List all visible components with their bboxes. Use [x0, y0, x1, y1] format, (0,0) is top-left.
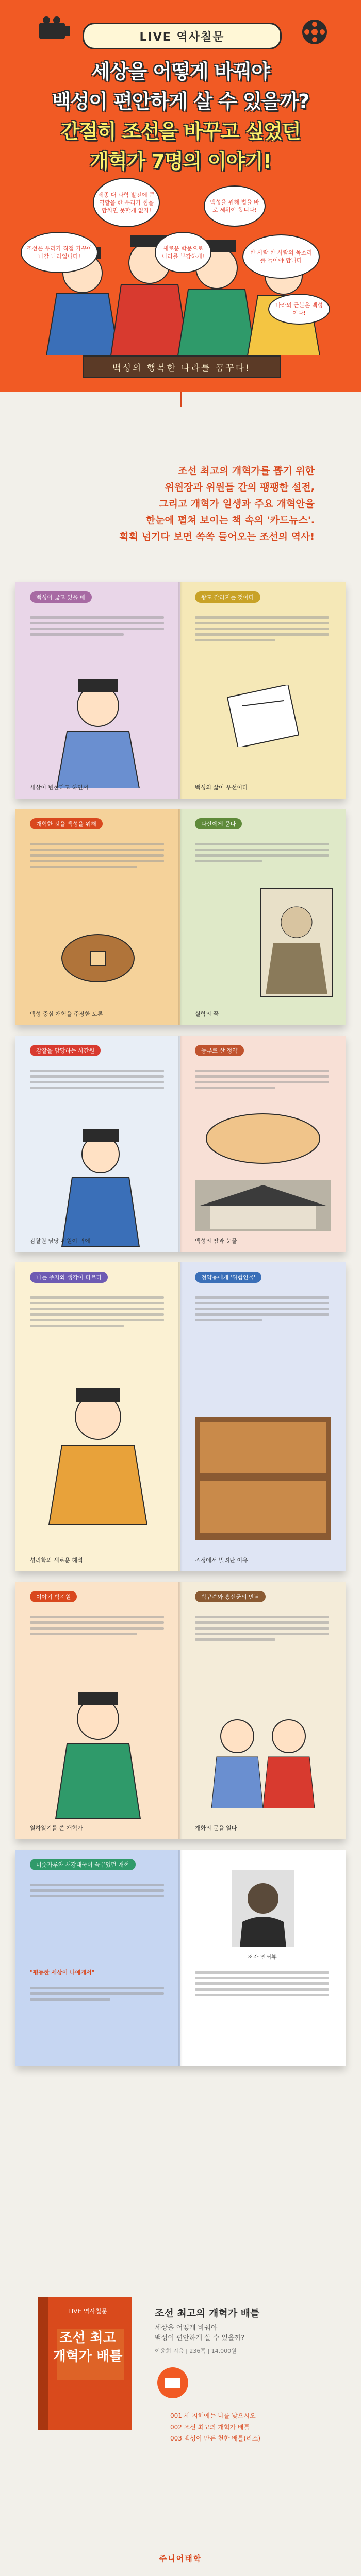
series-logo-icon: [155, 2365, 191, 2401]
spread-1-left: [15, 582, 180, 799]
spread-1-right-caption: 백성의 삶이 우선이다: [195, 784, 248, 791]
book-spread-3: [15, 1036, 346, 1252]
coin-illustration: [57, 927, 139, 989]
speech-bubble-5: 한 사람 한 사람의 목소리를 들어야 합니다: [242, 234, 320, 279]
spread-6-left-heading: 미숫가루와 새강대국이 꿈꾸었던 개혁: [30, 1859, 136, 1870]
spread-2-left: [15, 809, 180, 1025]
speech-bubble-2: 백성을 위해 법을 바로 세워야 합니다!: [204, 185, 266, 227]
zhuxi-illustration: [41, 1381, 155, 1525]
spread-4-left-heading: 나는 주자와 생각이 다르다: [30, 1272, 108, 1283]
spread-3-right-heading: 농부로 산 정약: [195, 1045, 244, 1056]
book-meta: 이윤희 지음 | 236쪽 | 14,000원: [155, 2348, 237, 2354]
park-jiwon-illustration: [46, 1685, 150, 1819]
book-subtitle-1: 세상을 어떻게 바꿔야: [155, 2324, 218, 2332]
intro-line-2: 위원장과 위원들 간의 팽팽한 설전,: [165, 482, 315, 493]
author-photo: [232, 1870, 294, 1947]
hero-section: [0, 0, 361, 392]
farmer-illustration: [201, 1108, 325, 1170]
spread-5-left: [15, 1582, 180, 1839]
toc-item-3: 003 백성이 만든 천한 배틀(리스): [170, 2435, 261, 2442]
spread-3-left: [15, 1036, 180, 1252]
spread-3-right-caption: 백성의 땀과 눈물: [195, 1238, 237, 1244]
book-spread-5: [15, 1582, 346, 1839]
spread-5-right-heading: 박규수와 흥선군의 만남: [195, 1591, 266, 1602]
spread-2-left-heading: 개혁한 것을 백성을 위해: [30, 818, 103, 829]
portrait-illustration: [258, 886, 335, 999]
speech-bubble-6: 나라의 근본은 백성이다!: [268, 294, 330, 325]
spread-6-left-caption: "평등한 세상이 나에게서": [30, 1969, 95, 1976]
toc-item-2: 002 조선 최고의 개혁가 배틀: [170, 2424, 250, 2431]
intro-line-5: 획획 넘기다 보면 쏙쏙 들어오는 조선의 역사!: [119, 531, 315, 543]
book-subtitle-2: 백성이 편안하게 살 수 있을까?: [155, 2334, 245, 2342]
book-illustration: [227, 685, 299, 747]
book-cover-title: 조선 최고 개혁가 배틀: [53, 2330, 123, 2364]
toc-item-1: 001 세 지혜에는 나를 낮으시오: [170, 2412, 256, 2419]
spread-4-right-caption: 조정에서 밀려난 이유: [195, 1557, 248, 1564]
book-spread-1: [15, 582, 346, 799]
speech-bubble-3: 조선은 우리가 직접 가꾸어 나갈 나라입니다!: [21, 232, 98, 273]
spread-6-left: [15, 1850, 180, 2066]
film-reel-icon: [299, 16, 330, 47]
intro-line-1: 조선 최고의 개혁가를 뽑기 위한: [177, 465, 315, 477]
speech-bubble-1: 세종 대 과학 발전에 큰 역할을 한 우리가 힘을 합치면 못할게 없지!: [93, 178, 160, 227]
camera-icon: [36, 15, 72, 42]
svg-text:LIVE 역사칠문: LIVE 역사칠문: [68, 2308, 108, 2315]
spread-3-left-heading: 감찰을 담당하는 사간원: [30, 1045, 101, 1056]
spread-1-right: [180, 582, 346, 799]
intro-section: [0, 392, 361, 577]
spread-3-right: [180, 1036, 346, 1252]
spread-4-left: [15, 1262, 180, 1571]
spread-6-right: [180, 1850, 346, 2066]
spread-5-left-heading: 이야기 박지원: [30, 1591, 77, 1602]
spread-6-right-caption: 저자 인터뷰: [248, 1954, 277, 1960]
spread-5-left-caption: 열하일기를 쓴 개혁가: [30, 1825, 83, 1832]
hero-title-line-4: 개혁가 7명의 이야기!: [90, 150, 271, 173]
hero-banner: 백성의 행복한 나라를 꿈꾸다!: [83, 355, 281, 378]
spread-2-right-heading: 다산에게 묻다: [195, 818, 242, 829]
spread-2-right-caption: 실학의 꿈: [195, 1011, 219, 1018]
spread-5-right-caption: 개화의 문을 열다: [195, 1825, 237, 1832]
spread-1-left-caption: 세상이 변한다고 하면서: [30, 784, 89, 791]
spread-1-right-heading: 왕도 갈라지는 것이다: [195, 591, 260, 603]
scholar-illustration: [46, 670, 150, 788]
spread-4-right: [180, 1262, 346, 1571]
book-spread-2: [15, 809, 346, 1025]
publisher-logo: 주니어태학: [159, 2554, 202, 2563]
intro-line-3: 그리고 개혁가 일생과 주요 개혁안을: [159, 498, 315, 510]
spread-4-right-heading: 정약용에게 '위험인물': [195, 1272, 261, 1283]
hero-title-line-2: 백성이 편안하게 살 수 있을까?: [52, 90, 309, 113]
speech-bubble-4: 새로운 학문으로 나라를 부강하게!: [155, 232, 211, 273]
meeting-illustration: [201, 1705, 325, 1808]
intro-divider: [180, 392, 182, 407]
traditional-house-photo: [195, 1180, 331, 1231]
spread-1-left-heading: 백성이 굶고 있을 때: [30, 591, 92, 603]
spread-4-left-caption: 성리학의 새로운 해석: [30, 1557, 83, 1564]
spread-5-right: [180, 1582, 346, 1839]
spread-2-left-caption: 백성 중심 개혁을 주장한 토론: [30, 1011, 103, 1018]
spread-2-right: [180, 809, 346, 1025]
book-spread-4: [15, 1262, 346, 1571]
hero-title-line-1: 세상을 어떻게 바꿔야: [91, 60, 270, 83]
intro-line-4: 한눈에 펼쳐 보이는 책 속의 '카드뉴스'.: [145, 515, 315, 526]
book-title: 조선 최고의 개혁가 배틀: [155, 2308, 260, 2319]
spread-3-left-caption: 감찰원 담당 위원이 귀에: [30, 1238, 90, 1244]
bookshelf-illustration: [195, 1417, 331, 1540]
book-spread-6: [15, 1850, 346, 2066]
official-illustration: [57, 1123, 144, 1247]
series-label: LIVE 역사칠문: [83, 23, 282, 49]
hero-title-line-3: 간절히 조선을 바꾸고 싶었던: [60, 120, 301, 143]
